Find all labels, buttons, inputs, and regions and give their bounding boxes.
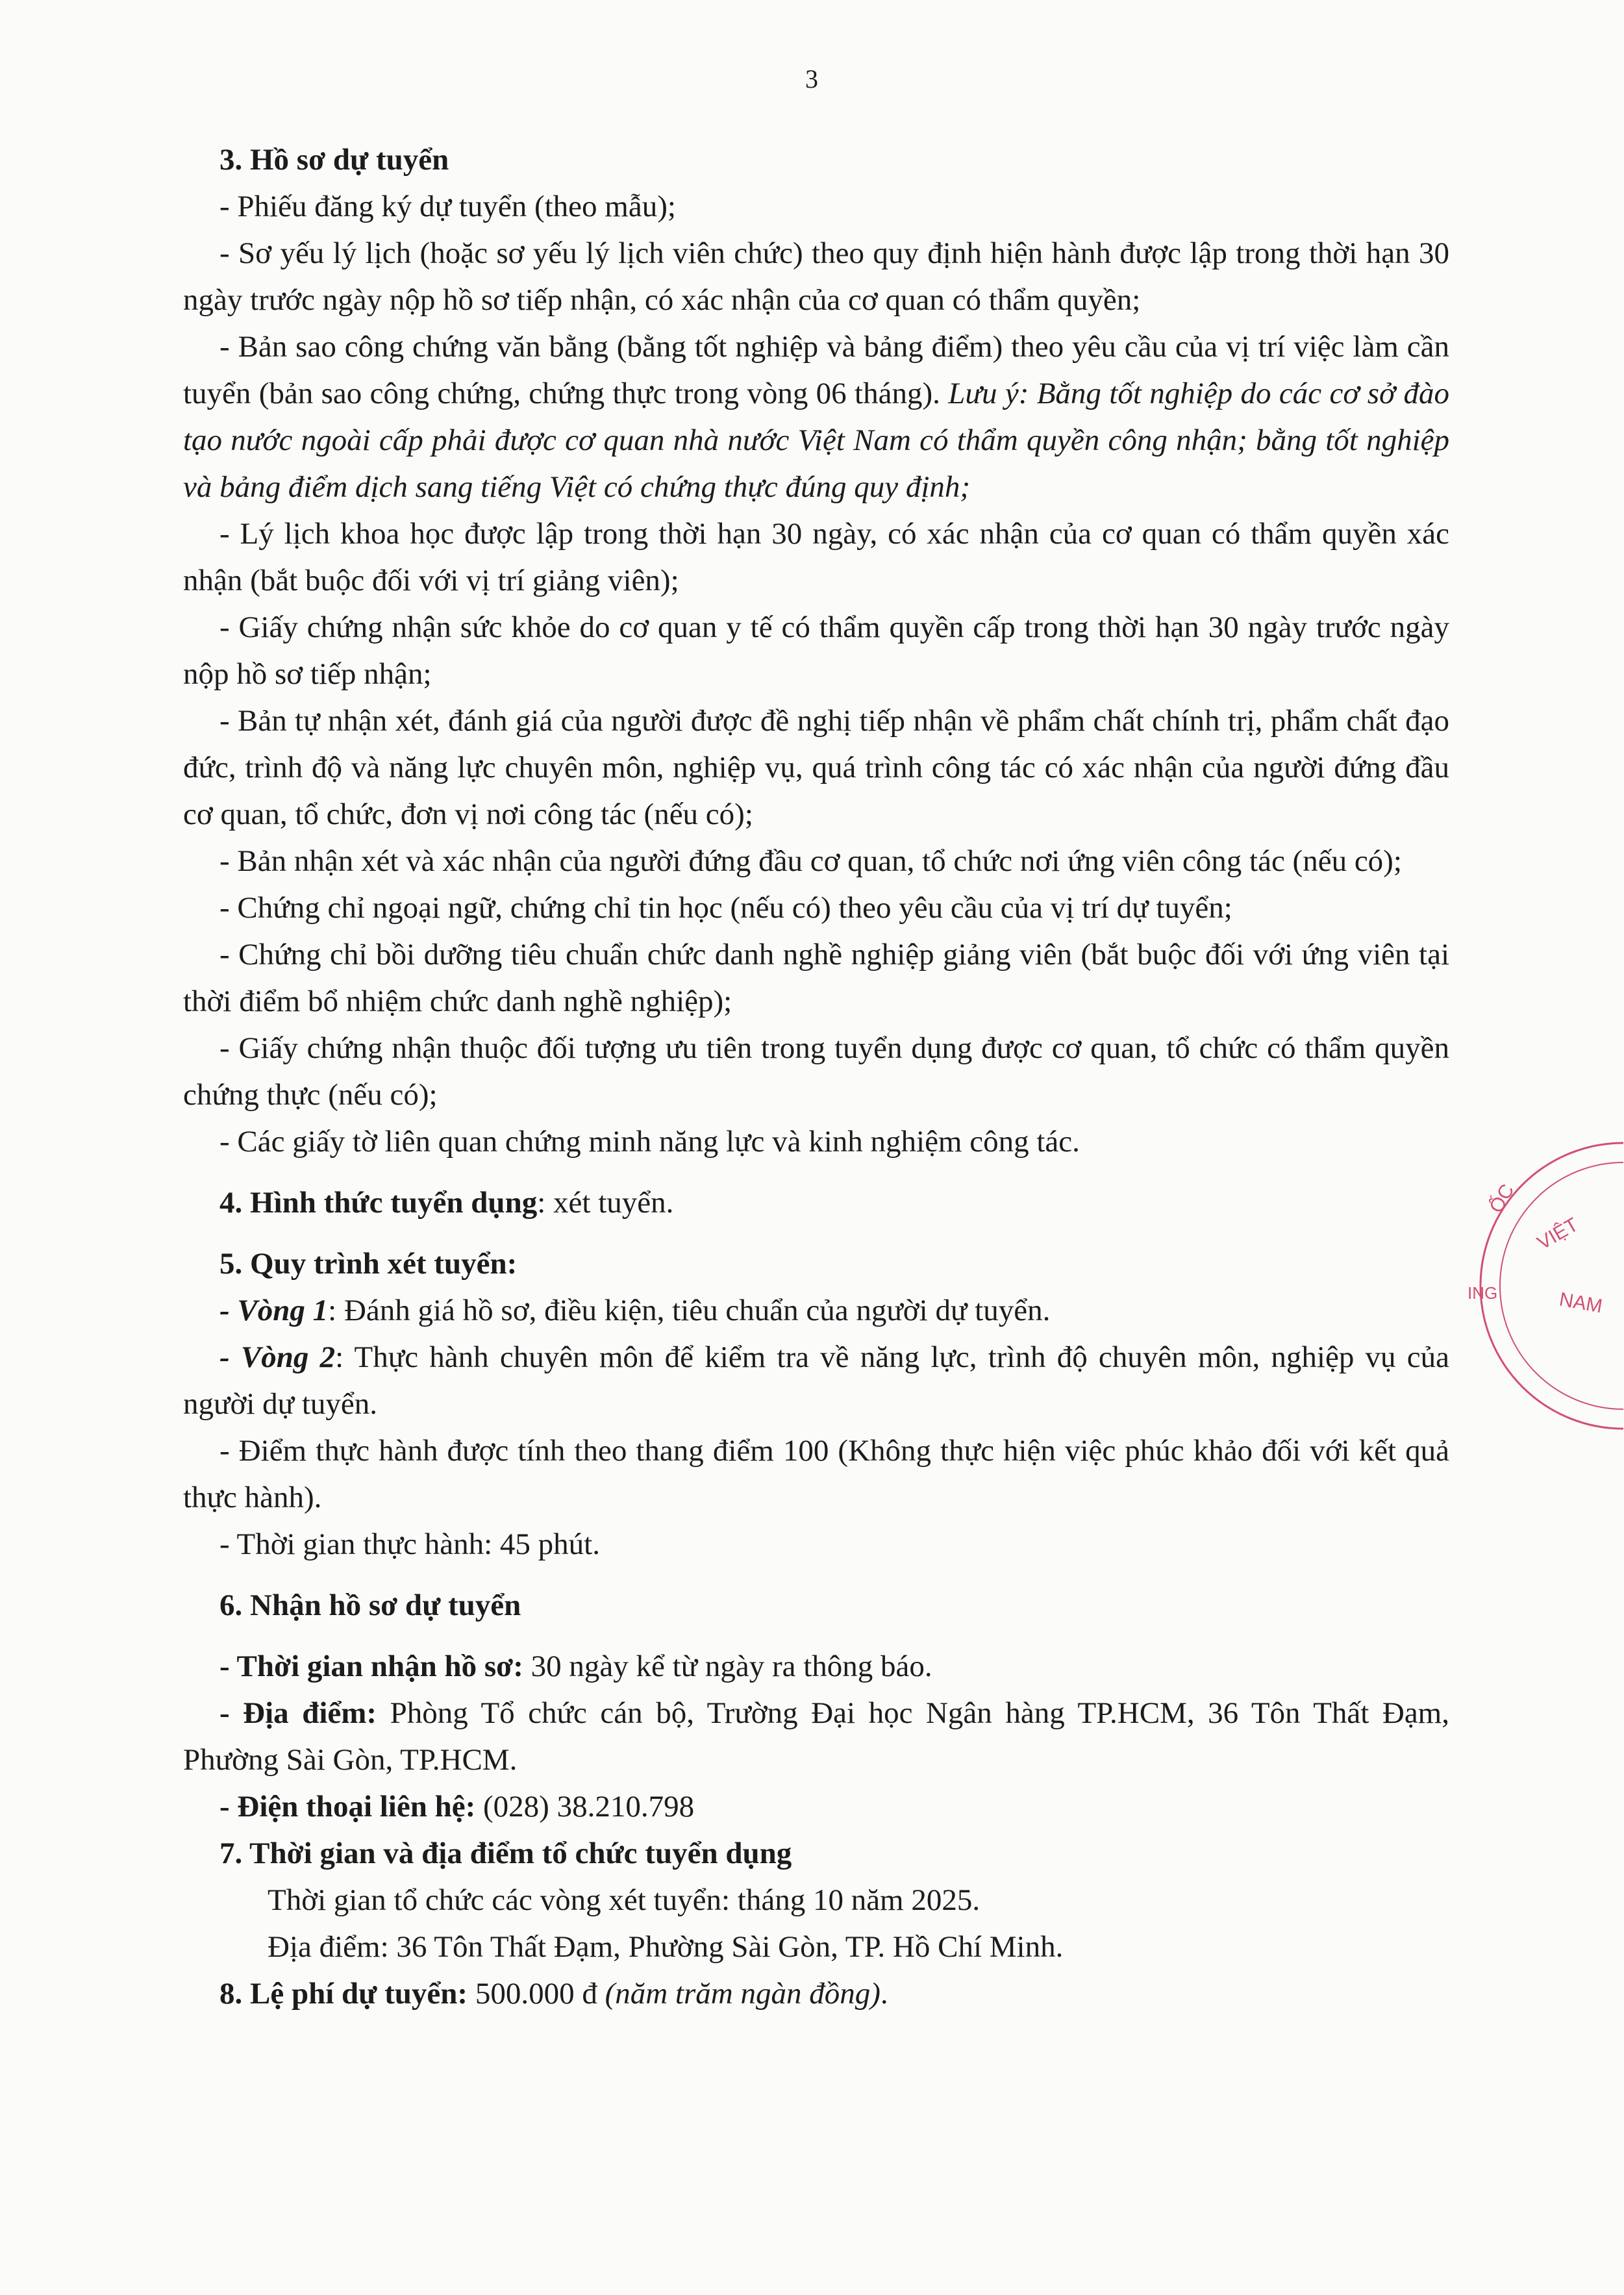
section-7-heading: 7. Thời gian và địa điểm tổ chức tuyển dụng [219, 1837, 792, 1870]
receive-time: - Thời gian nhận hồ sơ: 30 ngày kể từ ngày ra thông báo. [219, 1649, 932, 1683]
list-item: - Lý lịch khoa học được lập trong thời hạn 30 ngày, có xác nhận của cơ quan có thẩm quyền xác nhận (bắt buộc đối với vị trí giảng viên); [183, 517, 1449, 597]
section-6-heading: 6. Nhận hồ sơ dự tuyển [219, 1588, 521, 1622]
document-body [183, 136, 1449, 2017]
section-3-heading: 3. Hồ sơ dự tuyển [219, 143, 449, 177]
list-item: - Giấy chứng nhận sức khỏe do cơ quan y tế có thẩm quyền cấp trong thời hạn 30 ngày trước ngày nộp hồ sơ tiếp nhận; [183, 610, 1449, 691]
section-4: 4. Hình thức tuyển dụng: xét tuyển. [219, 1186, 674, 1220]
list-item: - Bản tự nhận xét, đánh giá của người được đề nghị tiếp nhận về phẩm chất chính trị, phẩm chất đạo đức, trình độ và năng lực chuyên môn, nghiệp vụ, quá trình công tác có xác nhận của người đứng đầu cơ quan, tổ chức, đơn vị nơi công tác (nếu có); [183, 704, 1449, 831]
receive-place: - Địa điểm: Phòng Tổ chức cán bộ, Trường Đại học Ngân hàng TP.HCM, 36 Tôn Thất Đạm, Phường Sài Gòn, TP.HCM. [183, 1696, 1449, 1777]
round-2-label: - Vòng 2 [219, 1340, 336, 1374]
section-5-heading: 5. Quy trình xét tuyển: [219, 1247, 518, 1281]
contact-phone: - Điện thoại liên hệ: (028) 38.210.798 [219, 1790, 695, 1824]
list-item: - Sơ yếu lý lịch (hoặc sơ yếu lý lịch viên chức) theo quy định hiện hành được lập trong thời hạn 30 ngày trước ngày nộp hồ sơ tiếp nhận, có xác nhận của cơ quan có thẩm quyền; [183, 236, 1449, 317]
svg-text:NAM: NAM [1557, 1288, 1605, 1318]
exam-time: Thời gian tổ chức các vòng xét tuyển: tháng 10 năm 2025. [268, 1883, 981, 1917]
page-number: 3 [805, 64, 818, 94]
exam-place: Địa điểm: 36 Tôn Thất Đạm, Phường Sài Gòn, TP. Hồ Chí Minh. [268, 1930, 1064, 1964]
round-1: - Vòng 1: Đánh giá hồ sơ, điều kiện, tiêu chuẩn của người dự tuyển. [219, 1294, 1051, 1327]
section-4-label: 4. Hình thức tuyển dụng [219, 1186, 538, 1220]
round-2: - Vòng 2: Thực hành chuyên môn để kiểm tra về năng lực, trình độ chuyên môn, nghiệp vụ của người dự tuyển. [183, 1340, 1450, 1421]
list-item: - Bản sao công chứng văn bằng (bằng tốt nghiệp và bảng điểm) theo yêu cầu của vị trí việc làm cần tuyển (bản sao công chứng, chứng thực trong vòng 06 tháng). Lưu ý: Bằng tốt nghiệp do các cơ sở đào tạo nước ngoài cấp phải được cơ quan nhà nước Việt Nam có thẩm quyền công nhận; bằng tốt nghiệp và bảng điểm dịch sang tiếng Việt có chứng thực đúng quy định; [183, 330, 1449, 504]
list-item: - Chứng chỉ ngoại ngữ, chứng chỉ tin học (nếu có) theo yêu cầu của vị trí dự tuyển; [219, 891, 1232, 925]
section-8: 8. Lệ phí dự tuyển: 500.000 đ (năm trăm ngàn đồng). [219, 1977, 888, 2011]
score-note: - Điểm thực hành được tính theo thang điểm 100 (Không thực hiện việc phúc khảo đối với kết quả thực hành). [183, 1434, 1449, 1514]
red-stamp-seal [1429, 1136, 1623, 1435]
svg-text:ỐC: ỐC [1485, 1181, 1519, 1217]
section-8-label: 8. Lệ phí dự tuyển: [219, 1977, 468, 2011]
list-item: - Phiếu đăng ký dự tuyển (theo mẫu); [219, 190, 676, 223]
list-item: - Giấy chứng nhận thuộc đối tượng ưu tiên trong tuyển dụng được cơ quan, tổ chức có thẩm quyền chứng thực (nếu có); [183, 1031, 1449, 1112]
svg-text:ING: ING [1468, 1283, 1498, 1303]
list-item: - Bản nhận xét và xác nhận của người đứng đầu cơ quan, tổ chức nơi ứng viên công tác (nếu có); [219, 844, 1402, 878]
list-item: - Chứng chỉ bồi dưỡng tiêu chuẩn chức danh nghề nghiệp giảng viên (bắt buộc đối với ứng viên tại thời điểm bổ nhiệm chức danh nghề nghiệp); [183, 938, 1449, 1018]
duration-note: - Thời gian thực hành: 45 phút. [219, 1527, 600, 1561]
list-item: - Các giấy tờ liên quan chứng minh năng lực và kinh nghiệm công tác. [219, 1125, 1080, 1159]
svg-text:VIỆT: VIỆT [1534, 1214, 1582, 1255]
round-1-label: - Vòng 1 [219, 1294, 329, 1327]
note-text: Lưu ý: Bằng tốt nghiệp do các cơ sở đào tạo nước ngoài cấp phải được cơ quan nhà nước Việt Nam có thẩm quyền công nhận; bằng tốt nghiệp và bảng điểm dịch sang tiếng Việt có chứng thực đúng quy định; [183, 377, 1449, 504]
